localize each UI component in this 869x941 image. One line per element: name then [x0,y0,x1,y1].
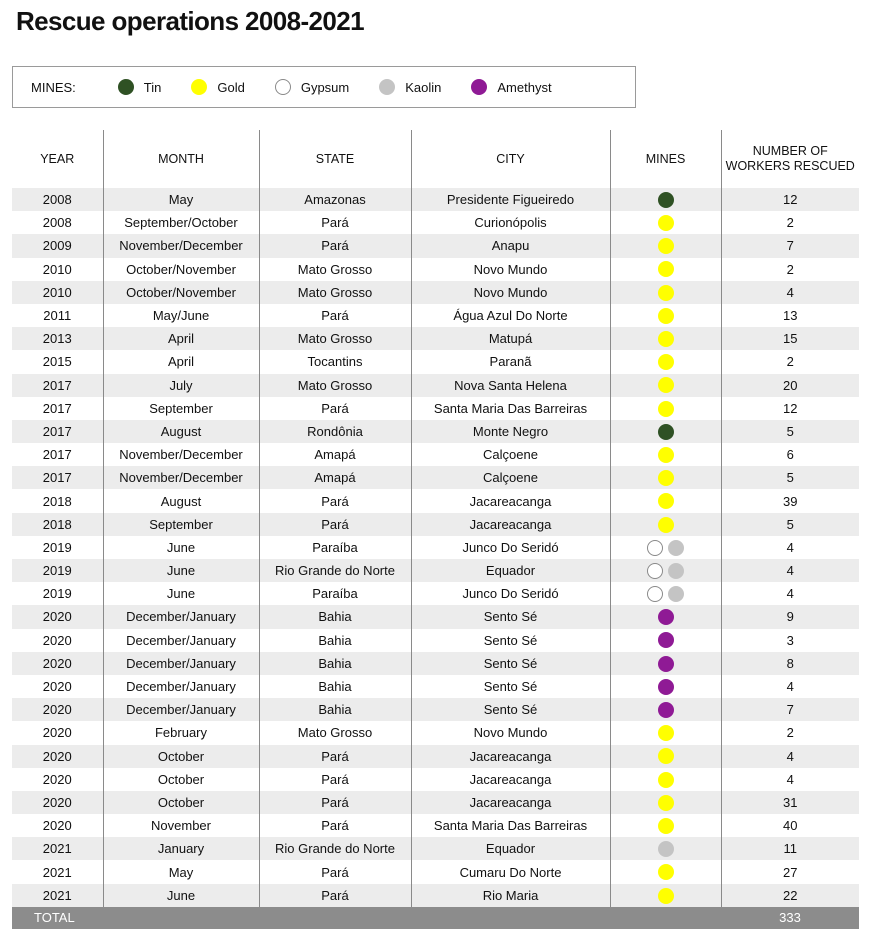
month-cell: October/November [103,258,259,281]
gold-dot-icon [658,261,674,277]
amethyst-dot-icon [658,656,674,672]
mines-cell [610,327,721,350]
month-cell: November/December [103,466,259,489]
mines-cell [610,559,721,582]
city-cell: Presidente Figueiredo [411,188,610,211]
month-cell: December/January [103,698,259,721]
month-cell: November [103,814,259,837]
state-cell: Mato Grosso [259,721,411,744]
mines-cell [610,443,721,466]
city-cell: Monte Negro [411,420,610,443]
year-cell: 2020 [12,605,103,628]
state-cell: Pará [259,814,411,837]
state-cell: Paraíba [259,582,411,605]
month-cell: December/January [103,605,259,628]
page-title: Rescue operations 2008-2021 [16,6,364,36]
year-cell: 2008 [42,215,72,231]
mines-cell [610,629,721,652]
city-cell: Sento Sé [411,652,610,675]
year-cell: 2017 [12,466,103,489]
gold-dot-icon [658,517,674,533]
header-year: YEAR [40,151,75,166]
tin-dot-icon [118,79,134,95]
kaolin-dot-icon [658,841,674,857]
kaolin-dot-icon [668,540,684,556]
table-row [12,814,859,837]
gold-dot-icon [658,748,674,764]
mines-legend [12,66,636,108]
legend-item-label: Gold [217,79,245,95]
year-cell: 2019 [42,539,72,555]
amethyst-dot-icon [658,679,674,695]
table-row [12,350,859,373]
month-cell: June [103,559,259,582]
total-label: TOTAL [12,907,103,929]
table-row [12,281,859,304]
tin-dot-icon [658,192,674,208]
state-cell: Pará [259,860,411,883]
workers-cell: 4 [721,559,859,582]
gold-dot-icon [658,215,674,231]
mines-cell [610,860,721,883]
gold-dot-icon [658,470,674,486]
workers-cell: 15 [721,327,859,350]
mines-cell [610,489,721,512]
mines-cell [610,513,721,536]
table-row [12,745,859,768]
table-row [12,188,859,211]
year-cell: 2020 [42,818,72,834]
gold-dot-icon [658,377,674,393]
state-cell: Rio Grande do Norte [259,837,411,860]
mines-cell [610,211,721,234]
mines-cell [610,768,721,791]
state-cell: Pará [259,397,411,420]
city-cell: Paranã [411,350,610,373]
gold-dot-icon [658,795,674,811]
state-cell: Pará [259,234,411,257]
state-cell: Bahia [259,629,411,652]
state-cell: Amapá [259,466,411,489]
gypsum-dot-icon [647,540,663,556]
mines-cell [610,884,721,907]
year-cell: 2009 [12,234,103,257]
table-header-row [12,130,859,188]
workers-cell: 4 [721,675,859,698]
header-city: CITY [411,130,610,188]
workers-cell: 5 [721,420,859,443]
mines-cell [610,675,721,698]
state-cell: Bahia [259,698,411,721]
workers-cell: 7 [721,698,859,721]
state-cell: Mato Grosso [259,258,411,281]
city-cell: Água Azul Do Norte [411,304,610,327]
workers-cell: 40 [721,814,859,837]
year-cell: 2017 [42,447,72,463]
year-cell: 2020 [12,652,103,675]
workers-cell: 39 [721,489,859,512]
mines-cell [610,721,721,744]
mines-cell [610,397,721,420]
year-cell: 2020 [12,791,103,814]
city-cell: Nova Santa Helena [411,374,610,397]
amethyst-dot-icon [658,702,674,718]
state-cell: Pará [259,884,411,907]
table-row [12,582,859,605]
workers-cell: 8 [721,652,859,675]
year-cell: 2020 [12,698,103,721]
gold-dot-icon [658,331,674,347]
table-row [12,559,859,582]
year-cell: 2020 [42,632,72,648]
city-cell: Calçoene [411,443,610,466]
mines-cell [610,791,721,814]
state-cell: Pará [259,489,411,512]
workers-cell: 5 [721,513,859,536]
city-cell: Junco Do Seridó [411,582,610,605]
mines-cell [610,420,721,443]
month-cell: September [103,397,259,420]
workers-cell: 2 [721,721,859,744]
city-cell: Curionópolis [411,211,610,234]
month-cell: November/December [103,443,259,466]
month-cell: December/January [103,652,259,675]
legend-item-amethyst [471,79,551,95]
state-cell: Rio Grande do Norte [259,559,411,582]
month-cell: October [103,745,259,768]
year-cell: 2013 [12,327,103,350]
city-cell: Equador [411,559,610,582]
month-cell: October [103,768,259,791]
state-cell: Tocantins [259,350,411,373]
state-cell: Amapá [259,443,411,466]
year-cell: 2010 [42,261,72,277]
table-row [12,466,859,489]
workers-cell: 6 [721,443,859,466]
table-row [12,258,859,281]
rescue-operations-table [12,130,859,929]
workers-cell: 7 [721,234,859,257]
month-cell: December/January [103,629,259,652]
workers-cell: 13 [721,304,859,327]
gold-dot-icon [658,238,674,254]
table-row [12,513,859,536]
year-cell: 2018 [42,493,72,509]
workers-cell: 9 [721,605,859,628]
table-row [12,374,859,397]
mines-cell [610,745,721,768]
table-row [12,536,859,559]
month-cell: June [103,582,259,605]
header-state: STATE [259,130,411,188]
mines-cell [610,304,721,327]
legend-item-gypsum [275,79,349,95]
gold-dot-icon [658,725,674,741]
city-cell: Equador [411,837,610,860]
legend-item-tin [118,79,162,95]
city-cell: Jacareacanga [411,768,610,791]
table-row [12,721,859,744]
city-cell: Santa Maria Das Barreiras [411,397,610,420]
city-cell: Sento Sé [411,698,610,721]
workers-cell: 20 [721,374,859,397]
year-cell: 2008 [12,188,103,211]
year-cell: 2020 [42,725,72,741]
workers-cell: 12 [721,397,859,420]
table-row [12,304,859,327]
state-cell: Mato Grosso [259,327,411,350]
state-cell: Pará [259,513,411,536]
year-cell: 2017 [12,374,103,397]
year-cell: 2021 [42,864,72,880]
state-cell: Pará [259,768,411,791]
mines-cell [610,652,721,675]
legend-item-label: Gypsum [300,79,350,95]
city-cell: Sento Sé [411,629,610,652]
gypsum-dot-icon [275,79,291,95]
city-cell: Jacareacanga [411,489,610,512]
header-mines: MINES [610,130,721,188]
tin-dot-icon [658,424,674,440]
table-row [12,327,859,350]
mines-cell [610,536,721,559]
mines-cell [610,234,721,257]
state-cell: Pará [259,211,411,234]
table-row [12,420,859,443]
month-cell: May [103,860,259,883]
month-cell: April [103,327,259,350]
table-row [12,860,859,883]
month-cell: April [103,350,259,373]
state-cell: Mato Grosso [259,374,411,397]
table-row [12,211,859,234]
year-cell: 2020 [42,679,72,695]
table-row [12,698,859,721]
city-cell: Rio Maria [411,884,610,907]
table-row [12,234,859,257]
mines-cell [610,605,721,628]
total-row [12,907,859,929]
mines-cell [610,258,721,281]
state-cell: Pará [259,745,411,768]
gold-dot-icon [658,285,674,301]
mines-cell [610,350,721,373]
year-cell: 2017 [12,420,103,443]
month-cell: June [103,884,259,907]
total-spacer [411,907,610,929]
table-row [12,397,859,420]
table-row [12,443,859,466]
legend-label: MINES: [31,79,76,95]
legend-item-gold [191,79,244,95]
workers-cell: 4 [721,281,859,304]
month-cell: September/October [103,211,259,234]
month-cell: October/November [103,281,259,304]
gold-dot-icon [658,401,674,417]
mines-cell [610,698,721,721]
state-cell: Bahia [259,652,411,675]
mines-cell [610,188,721,211]
kaolin-dot-icon [379,79,395,95]
state-cell: Rondônia [259,420,411,443]
legend-item-kaolin [379,79,441,95]
city-cell: Novo Mundo [411,258,610,281]
table-row [12,768,859,791]
table-row [12,791,859,814]
workers-cell: 2 [721,211,859,234]
kaolin-dot-icon [668,586,684,602]
state-cell: Paraíba [259,536,411,559]
month-cell: February [103,721,259,744]
table-body [12,188,859,907]
month-cell: July [103,374,259,397]
amethyst-dot-icon [471,79,487,95]
city-cell: Calçoene [411,466,610,489]
gold-dot-icon [658,772,674,788]
total-spacer [610,907,721,929]
header-workers-rescued: NUMBER OF WORKERS RESCUED [721,130,859,188]
year-cell: 2021 [12,837,103,860]
table-row [12,629,859,652]
year-cell: 2011 [43,308,72,324]
mines-cell [610,814,721,837]
workers-cell: 2 [721,350,859,373]
year-cell: 2019 [12,559,103,582]
amethyst-dot-icon [658,632,674,648]
city-cell: Sento Sé [411,675,610,698]
mines-cell [610,374,721,397]
month-cell: August [103,420,259,443]
year-cell: 2015 [42,354,72,370]
gold-dot-icon [658,354,674,370]
city-cell: Jacareacanga [411,791,610,814]
workers-cell: 4 [721,582,859,605]
city-cell: Matupá [411,327,610,350]
workers-cell: 2 [721,258,859,281]
workers-cell: 4 [721,745,859,768]
mines-cell [610,466,721,489]
legend-item-label: Kaolin [405,79,442,95]
legend-item-label: Amethyst [497,79,552,95]
month-cell: October [103,791,259,814]
state-cell: Pará [259,791,411,814]
workers-cell: 5 [721,466,859,489]
year-cell: 2020 [12,745,103,768]
city-cell: Junco Do Seridó [411,536,610,559]
gold-dot-icon [658,493,674,509]
gypsum-dot-icon [647,563,663,579]
month-cell: May [103,188,259,211]
workers-cell: 3 [721,629,859,652]
year-cell: 2017 [42,400,72,416]
workers-cell: 22 [721,884,859,907]
gold-dot-icon [658,447,674,463]
mines-cell [610,837,721,860]
gold-dot-icon [658,308,674,324]
kaolin-dot-icon [668,563,684,579]
mines-cell [610,582,721,605]
workers-cell: 31 [721,791,859,814]
workers-cell: 4 [721,536,859,559]
year-cell: 2018 [12,513,103,536]
city-cell: Sento Sé [411,605,610,628]
workers-cell: 11 [721,837,859,860]
month-cell: June [103,536,259,559]
table-row [12,884,859,907]
month-cell: November/December [103,234,259,257]
year-cell: 2010 [12,281,103,304]
table-row [12,489,859,512]
table-row [12,837,859,860]
city-cell: Cumaru Do Norte [411,860,610,883]
city-cell: Jacareacanga [411,745,610,768]
legend-item-label: Tin [143,79,162,95]
amethyst-dot-icon [658,609,674,625]
month-cell: September [103,513,259,536]
gold-dot-icon [658,888,674,904]
year-cell: 2021 [12,884,103,907]
table-row [12,652,859,675]
year-cell: 2019 [42,586,72,602]
total-value: 333 [721,907,859,929]
city-cell: Jacareacanga [411,513,610,536]
gold-dot-icon [658,864,674,880]
month-cell: December/January [103,675,259,698]
city-cell: Novo Mundo [411,721,610,744]
state-cell: Bahia [259,675,411,698]
city-cell: Anapu [411,234,610,257]
workers-cell: 12 [721,188,859,211]
gold-dot-icon [658,818,674,834]
mines-cell [610,281,721,304]
total-spacer [103,907,259,929]
gypsum-dot-icon [647,586,663,602]
total-spacer [259,907,411,929]
table-row [12,675,859,698]
city-cell: Novo Mundo [411,281,610,304]
state-cell: Amazonas [259,188,411,211]
city-cell: Santa Maria Das Barreiras [411,814,610,837]
header-month: MONTH [103,130,259,188]
workers-cell: 27 [721,860,859,883]
month-cell: May/June [103,304,259,327]
state-cell: Mato Grosso [259,281,411,304]
state-cell: Pará [259,304,411,327]
state-cell: Bahia [259,605,411,628]
gold-dot-icon [191,79,207,95]
workers-cell: 4 [721,768,859,791]
month-cell: January [103,837,259,860]
month-cell: August [103,489,259,512]
year-cell: 2020 [42,771,72,787]
table-row [12,605,859,628]
